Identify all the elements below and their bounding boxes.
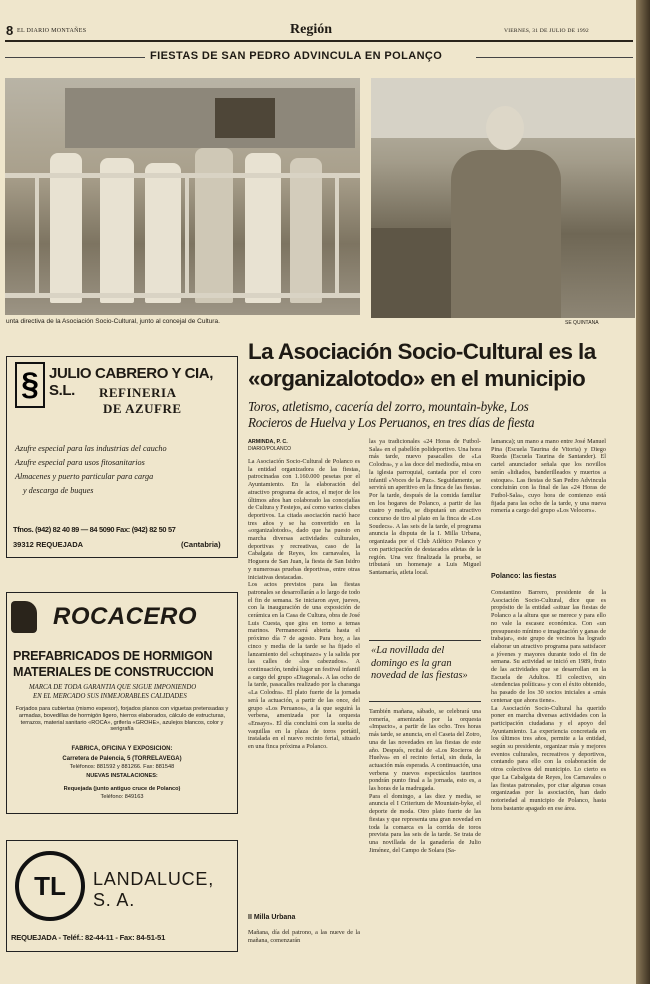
article-column-2b: También mañana, sábado, se celebrará una romería, amenizada por la orquesta «Impacto», a partir de las ocho. Tres horas más tarde, se anuncia, en el Caseta del Zotro, una de las novedades en las fiestas de este año. Después, recital de «Los Rocieros de Huelva» en el recinto ferial, sin duda, la actuación más esperada. A continuación, una verbena y nuevos espectáculos taurinos pondrán punto final a la jornada, esto es, a las horas de la madrugada. Para el domingo, a las diez y media, se anuncia el I Criterium de Mountain-byke, el deporte de moda. Otro plato fuerte de las fiestas y que representa una gran novedad en toda la comarca es la corrida de toros prevista para las seis de la tarde. Se trata de una novillada de la ganadería de Julio Jiménez, del Campo de Solara (Sa-: [369, 708, 481, 854]
ad-cabrero: [6, 356, 238, 558]
rocacero-office-address: Carretera de Palencia, 5 (TORRELAVEGA): [62, 756, 182, 762]
rocacero-tagline-2: EN EL MERCADO SUS INMEJORABLES CALIDADES: [33, 693, 187, 700]
landaluce-brand: LANDALUCE, S. A.: [93, 869, 215, 910]
article-column-1: La Asociación Socio-Cultural de Polanco es la entidad organizadora de las fiestas, patrocinadas con 1.160.000 pesetas por el Ayuntamiento. En la elaboración del atractivo programa de actos, el mejor de los últimos años han colaborado las concejalías de Cultura y Festejos, así como varios clubes deportivos. La citada asociación nació hace tres años y se ha convertido en la «organizalotodo», dado que ha puesto en marcha diversas actividades culturales, deportivas y recreativas, caso de la Cabalgata de Reyes, los carnavales, la Hoguera de San Juan, la fiesta de San Isidro y numerosas pruebas deportivas, entre otras iniciativas destacadas. Los actos previstos para las fiestas patronales se desarrollarán a lo largo de todo el fin de semana. Se iniciaron ayer, jueves, con la inauguración de una exposición de cerámica en la Casa de Cultura, obra de José Luis Cuesta, que gira en torno a temas marinos. Permanecerá abierta hasta el próximo día 7 de agosto. Para hoy, a las cinco y media de la tarde se ha fijado el lanzamiento del «chupinazo» y la salida por las calles de «los cabezudos». A continuación, tendrá lugar un festival infantil a cargo del grupo «Diagonal». A las ocho de la tarde, pasacalles realizado por la charanga «La Colodra». El plato fuerte de la jornada será la actuación, a partir de las once, del grupo «Los Peruanos», a la que seguirá la verbena, amenizada por la orquesta «Ensayo». El día concluirá con la suelta de vaquillas en la plaza de toros portátil, instalada en el nuevo recinto ferial, situado en una finca próxima a Polanco.: [248, 458, 360, 751]
photo-window: [215, 98, 275, 138]
landaluce-contact: REQUEJADA - Teléf.: 82-44-11 - Fax: 84-51-51: [11, 933, 166, 942]
photo-concejal: [371, 78, 635, 318]
cabrero-title-1: REFINERIA: [99, 385, 177, 400]
byline-location: DIARIO/POLANCO: [248, 446, 292, 452]
photo-torso: [451, 150, 561, 318]
rocacero-office-phone: Teléfonos: 881592 y 881266. Fax: 881548: [69, 764, 175, 770]
photo-barrier: [35, 173, 39, 298]
photo-barrier: [5, 293, 360, 298]
paper-name: EL DIARIO MONTAÑES: [17, 28, 87, 34]
cabrero-bullet-4: y descarga de buques: [23, 486, 94, 495]
ad-landaluce: [6, 840, 238, 952]
rocacero-title-2: MATERIALES DE CONSTRUCCION: [13, 665, 214, 679]
pull-quote: «La novillada del domingo es la gran novedad de las fiestas»: [371, 645, 468, 682]
photo-person: [100, 158, 134, 303]
banner-rule-right: [476, 57, 633, 58]
column-3-subheading: Polanco: las fiestas: [491, 573, 557, 580]
rocacero-tagline-1: MARCA DE TODA GARANTIA QUE SIGUE IMPONIENDO: [29, 684, 197, 691]
rocacero-brand: ROCACERO: [53, 603, 198, 630]
article-column-3b: Constantino Barrero, presidente de la Asociación Socio-Cultural, dice que es propósito de la entidad «situar las fiestas de Polanco a la altura que se merece y para ello no vale la escasez económica. Con «un presupuesto mínimo e imaginación y ganas de trabajar», este grupo de vecinos ha logrado elaborar un atractivo programa para satisfacer a jóvenes y mayores durante todo el fin de semana. Su actividad se inició en 1989, fruto de las actividades que se desarrollan en la Escuela de Adultos. El colectivo, sin «tendencias políticas» y con el éxito obtenido, ha pasado de los 30 socios iniciales a «más centenar que ahora tiene». La Asociación Socio-Cultural ha querido poner en marcha diversas actividades con la participación ciudadana y el apoyo del Ayuntamiento. La experiencia concretada en los últimos tres años, permite a la entidad, según su presidente, organizar más y mejores eventos culturales, recreativos y deportivos, contando para ello con la colaboración de otros colectivos del municipio. Lo cierto es que La Cabalgata de Reyes, los Carnavales o las fiestas patronales, por citar algunas cosas organizadas por la asociación, han dado notoriedad al municipio de Polanco, hasta hora bastante apagado en ese área.: [491, 589, 606, 812]
pull-quote-rule-top: [369, 640, 481, 641]
photo-directiva: [5, 78, 360, 315]
page-edge-shadow: [636, 0, 650, 984]
photo-building: [65, 88, 355, 148]
landaluce-logo: TL: [15, 851, 85, 921]
subhead-line-2: Rocieros de Huelva y Los Peruanos, en tres días de fiesta: [248, 415, 535, 430]
photo-barrier: [185, 173, 189, 298]
ad-rocacero: [6, 592, 238, 814]
banner-rule-left: [5, 57, 145, 58]
cabrero-title-2: DE AZUFRE: [103, 401, 182, 416]
section-title: Región: [290, 22, 332, 37]
page-number: 8: [6, 23, 14, 38]
photo-head: [486, 106, 524, 150]
photo-person: [145, 163, 181, 303]
photo-wall: [371, 228, 461, 318]
rocacero-products: Forjados para cubiertas (mismo espesor), forjados planos con viguetas pretensadas y armadas, bovedillas de hormigón ligero, hierros elaborados, cálculo de estructuras, terrazos, material sanitario «ROCA», grifería «GROHE», azulejos blancos, color y serigrafía: [15, 706, 229, 733]
header-rule: [5, 40, 633, 42]
photo-person: [290, 158, 322, 303]
cabrero-logo: §: [15, 362, 45, 408]
cabrero-postal: 39312 REQUEJADA: [13, 540, 84, 549]
pull-quote-rule-bottom: [369, 701, 481, 702]
cabrero-region: (Cantabria): [181, 540, 221, 549]
rocacero-new-head: NUEVAS INSTALACIONES:: [86, 773, 158, 779]
subhead-line-1: Toros, atletismo, cacería del zorro, mountain-byke, Los: [248, 399, 529, 414]
article-column-2: las ya tradicionales «24 Horas de Futbol-Sala» en el pabellón polideportivo. Una hora más tarde, nuevo pasacalles de «La Colodra», y a las doce del mediodía, misa en la iglesia parroquial, cantada por el coro infantil «Voces de la Paz». Seguidamente, se servirá un aperitivo en la finca de las fiestas. Por la tarde, después de la comida familiar en los hogares de Polanco, a partir de las cuatro y media, se disputará un atractivo concurso de tiro al plato en la finca de «Los Soudecs». A las seis de la tarde, el programa anuncia la disputa de la I. Milla Urbana, organizada por el Club Atlético Polanco y con participación de destacados atletas de la región. Una vez finalizada la prueba, se tributará un homenaje a Luis Miguel Santamaría, atleta local.: [369, 438, 481, 576]
photo-barrier: [5, 173, 360, 178]
cabrero-bullet-2: Azufre especial para usos fitosanitarios: [15, 458, 145, 467]
article-column-1-tail: Mañana, día del patrono, a las nueve de la mañana, comenzarán: [248, 929, 360, 944]
issue-date: VIERNES, 31 DE JULIO DE 1992: [504, 28, 589, 34]
photo-credit: SE QUINTANA: [565, 320, 599, 326]
rocacero-new-phone: Teléfono: 849163: [100, 794, 144, 800]
banner-title: FIESTAS DE SAN PEDRO ADVINCULA EN POLANÇO: [150, 50, 443, 62]
cabrero-brand: JULIO CABRERO Y CIA, S.L.: [49, 365, 213, 399]
cabrero-bullet-1: Azufre especial para las industrias del caucho: [15, 444, 167, 453]
rocacero-new-address: Requejada (junto antiguo cruce de Polanco): [63, 786, 181, 792]
cabrero-phone: Tfnos. (942) 82 40 89 — 84 5090 Fax: (942) 82 50 57: [13, 525, 176, 534]
column-1-subheading: II Milla Urbana: [248, 914, 296, 921]
photo-caption: unta directiva de la Asociación Socio-Cultural, junto al concejal de Cultura.: [6, 318, 220, 325]
rocacero-title-1: PREFABRICADOS DE HORMIGON: [13, 649, 213, 663]
photo-barrier: [335, 173, 339, 298]
rocacero-logo-icon: [11, 601, 37, 633]
cabrero-bullet-3: Almacenes y puerto particular para carga: [15, 472, 154, 481]
article-column-3: lamanca); un mano a mano entre José Manuel Pina (Escuela Taurina de Vitoria) y Diego Rueda (Escuela Taurina de Santander). El cartel anunciador señala que los novillos serán «lidiados, banderilleados y muertos a estoque». Las fiestas de San Pedro Advincula concluirán con la final de las «24 Horas de Futbol-Sala», cuyo hora de comienzo está fijada para las ocho de la tarde, y una nueva romería a cargo del grupo «Los Velocers».: [491, 438, 606, 515]
rocacero-office-head: FABRICA, OFICINA Y EXPOSICION:: [71, 746, 173, 752]
photo-person: [195, 148, 233, 303]
byline-author: ARMINDA, P. C.: [248, 439, 288, 445]
headline-line-1: La Asociación Socio-Cultural es la: [248, 339, 596, 364]
headline-line-2: «organizalotodo» en el municipio: [248, 366, 586, 391]
